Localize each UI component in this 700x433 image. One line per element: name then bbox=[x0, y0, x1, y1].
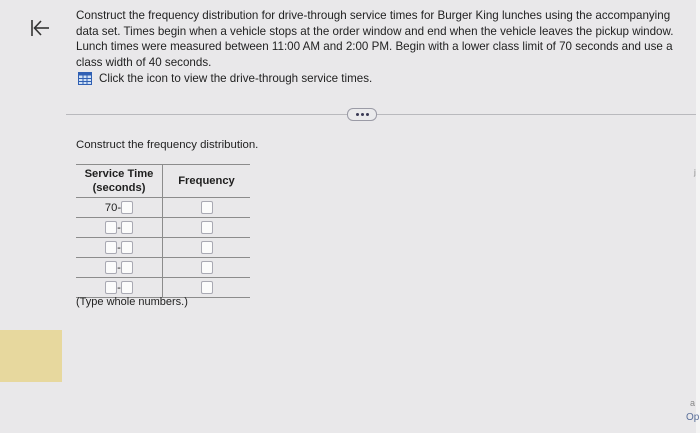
section-divider bbox=[66, 114, 700, 115]
upper-limit-input[interactable] bbox=[121, 241, 133, 254]
frequency-input[interactable] bbox=[201, 261, 213, 274]
upper-limit-input[interactable] bbox=[121, 221, 133, 234]
frequency-input[interactable] bbox=[201, 221, 213, 234]
upper-limit-input[interactable] bbox=[121, 261, 133, 274]
frequency-input[interactable] bbox=[201, 241, 213, 254]
ellipsis-icon bbox=[356, 113, 359, 116]
table-row: - bbox=[76, 258, 250, 278]
frequency-input[interactable] bbox=[201, 281, 213, 294]
upper-limit-input[interactable] bbox=[121, 281, 133, 294]
side-highlight-strip bbox=[0, 330, 62, 382]
table-row: 70 - bbox=[76, 198, 250, 218]
lower-limit-input[interactable] bbox=[105, 261, 117, 274]
edge-text: a bbox=[690, 398, 696, 408]
upper-limit-input[interactable] bbox=[121, 201, 133, 214]
instruction-note: (Type whole numbers.) bbox=[76, 296, 188, 308]
expand-button[interactable] bbox=[347, 108, 377, 121]
edge-text: j bbox=[694, 168, 696, 177]
scrollbar-edge[interactable] bbox=[696, 0, 700, 433]
service-time-header: Service Time (seconds) bbox=[76, 165, 163, 198]
lower-limit-input[interactable] bbox=[105, 221, 117, 234]
table-row: - bbox=[76, 278, 250, 298]
subheading: Construct the frequency distribution. bbox=[76, 139, 259, 151]
lower-limit-input[interactable] bbox=[105, 281, 117, 294]
data-set-link[interactable] bbox=[78, 71, 372, 85]
table-row: - bbox=[76, 218, 250, 238]
edge-link[interactable]: Op bbox=[686, 412, 700, 423]
frequency-table bbox=[76, 164, 250, 298]
lower-limit-input[interactable] bbox=[105, 241, 117, 254]
frequency-header: Frequency bbox=[163, 165, 251, 198]
frequency-input[interactable] bbox=[201, 201, 213, 214]
table-row: - bbox=[76, 238, 250, 258]
data-set-link-label[interactable]: Click the icon to view the drive-through service times. bbox=[99, 71, 373, 85]
grid-icon[interactable] bbox=[78, 72, 92, 85]
question-text: Construct the frequency distribution for drive-through service times for Burger King lunches using the accompanying data set. Times begin when a vehicle stops at the order window and end when the vehicle leaves the pickup window. Lunch times were measured between 11:00 AM and 2:00 PM. Begin with a lower class limit of 70 seconds and use a class width of 40 seconds. bbox=[76, 9, 674, 69]
back-arrow-icon[interactable] bbox=[28, 16, 52, 40]
first-lower-limit: 70 bbox=[104, 201, 118, 214]
